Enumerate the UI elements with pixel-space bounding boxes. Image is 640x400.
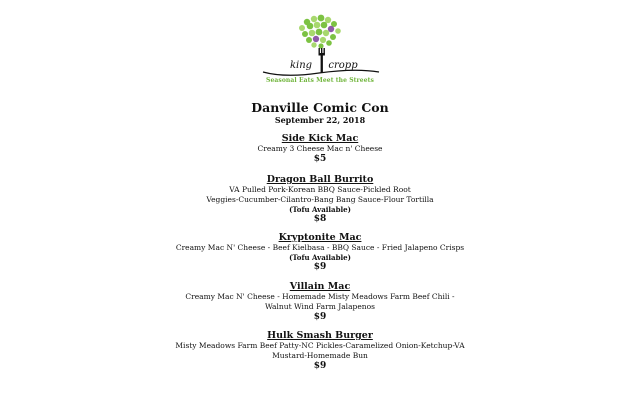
menu-item-desc: Walnut Wind Farm Jalapenos xyxy=(264,302,375,311)
tagline: Seasonal Eats Meet the Streets xyxy=(266,77,374,84)
menu-item-desc: Mustard-Homemade Bun xyxy=(272,351,368,360)
menu-item-name: Side Kick Mac xyxy=(281,133,359,144)
menu-item-desc: VA Pulled Pork-Korean BBQ Sauce-Pickled Root xyxy=(229,185,411,194)
menu-item-name: Kryptonite Mac xyxy=(278,232,362,243)
menu-item xyxy=(0,174,640,225)
menu-item-name: Hulk Smash Burger xyxy=(267,330,373,341)
menu-item-desc: Creamy Mac N' Cheese - Beef Kielbasa - BBQ Sauce - Fried Jalapeno Crisps xyxy=(175,243,465,252)
menu-item-note: (Tofu Available) xyxy=(289,253,351,262)
menu-item-price: $9 xyxy=(313,312,327,322)
fork-icon xyxy=(319,48,325,73)
svg-text:cropp: cropp xyxy=(328,60,358,71)
menu-item-desc: Creamy Mac N' Cheese - Homemade Misty Meadows Farm Beef Chili - xyxy=(185,292,455,301)
event-title: Danville Comic Con xyxy=(251,100,389,115)
tree-leaves-icon xyxy=(299,15,341,49)
menu-item-desc: Creamy 3 Cheese Mac n' Cheese xyxy=(257,144,383,153)
menu-item-price: $9 xyxy=(313,262,327,272)
menu-item-name: Dragon Ball Burrito xyxy=(266,174,374,185)
menu-item-name: Villain Mac xyxy=(289,281,351,292)
menu-item xyxy=(0,281,640,323)
menu-item xyxy=(0,330,640,372)
menu-item xyxy=(0,133,640,165)
menu-item-price: $8 xyxy=(313,214,327,224)
menu-item-desc: Veggies-Cucumber-Cilantro-Bang Bang Sauce-Flour Tortilla xyxy=(206,195,434,204)
event-date: September 22, 2018 xyxy=(274,115,366,125)
menu-item-price: $9 xyxy=(313,361,327,371)
menu-item-note: (Tofu Available) xyxy=(289,205,351,214)
menu-item-price: $5 xyxy=(313,154,327,164)
svg-text:king: king xyxy=(289,60,313,71)
menu-item xyxy=(0,232,640,273)
menu-item-desc: Misty Meadows Farm Beef Patty-NC Pickles-Caramelized Onion-Ketchup-VA xyxy=(175,341,465,350)
